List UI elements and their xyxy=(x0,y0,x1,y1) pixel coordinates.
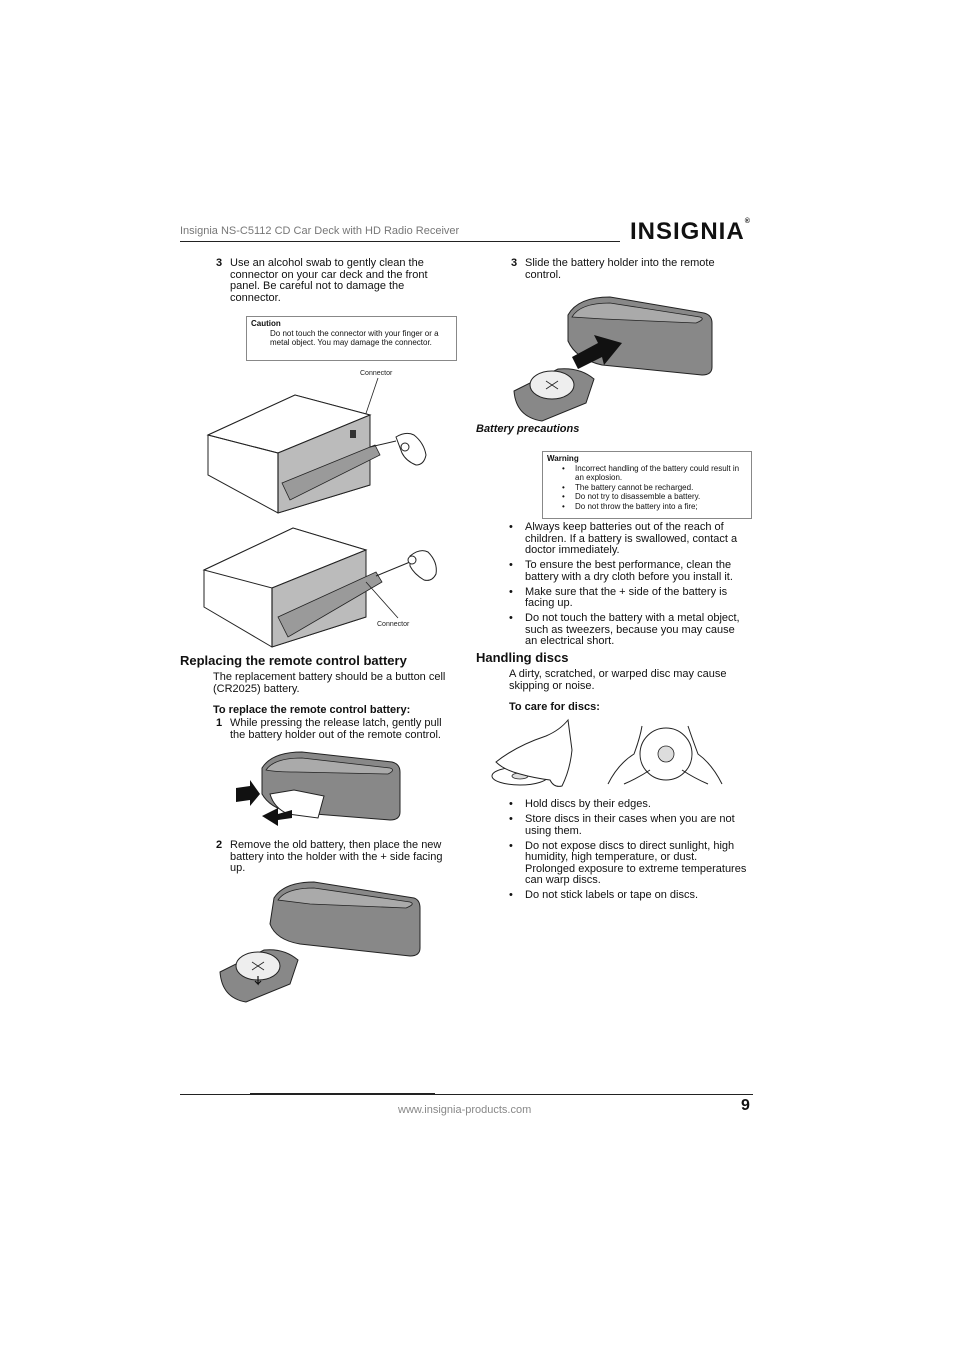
handling-discs-title: Handling discs xyxy=(476,650,569,665)
list-item: • Hold discs by their edges. xyxy=(509,799,749,811)
page-number: 9 xyxy=(741,1097,750,1114)
caution-box xyxy=(246,316,457,361)
step-number: 1 xyxy=(216,717,223,729)
step-number: 2 xyxy=(216,839,223,851)
warning-item: • Incorrect handling of the battery could result in an explosion. xyxy=(547,464,747,483)
insignia-logo: INSIGNIA® xyxy=(630,218,751,245)
discs-intro: A dirty, scratched, or warped disc may cause skipping or noise. xyxy=(509,668,727,692)
section-title-replace-battery: Replacing the remote control battery xyxy=(180,653,407,668)
caution-text: Do not touch the connector with your finger or a metal object. You may damage the connector. xyxy=(270,328,439,347)
warning-title: Warning xyxy=(547,454,579,463)
right-step-3 xyxy=(511,257,750,281)
warning-list xyxy=(547,464,747,512)
warning-box xyxy=(542,451,752,519)
remote-illustration-battery-insert xyxy=(214,880,424,1010)
list-item: • Do not touch the battery with a metal object, such as tweezers, because you may cause an electrical short. xyxy=(509,613,749,648)
battery-bullets xyxy=(509,522,749,651)
step-text: Remove the old battery, then place the new battery into the holder with the + side facing up. xyxy=(230,839,443,874)
list-item: • To ensure the best performance, clean the battery with a dry cloth before you install it. xyxy=(509,560,749,583)
warning-item: • Do not try to disassemble a battery. xyxy=(547,492,747,502)
step-text: Use an alcohol swab to gently clean the connector on your car deck and the front panel. Be careful not to damage the connector. xyxy=(230,257,428,304)
list-item: • Do not stick labels or tape on discs. xyxy=(509,890,749,902)
step-text: While pressing the release latch, gently pull the battery holder out of the remote control. xyxy=(230,717,442,741)
procedure-title: To replace the remote control battery: xyxy=(213,704,411,716)
car-deck-illustration-top xyxy=(200,375,450,515)
footer-url[interactable]: www.insignia-products.com xyxy=(398,1104,532,1116)
remote-illustration-slide-in xyxy=(508,293,718,423)
battery-intro: The replacement battery should be a button cell (CR2025) battery. xyxy=(213,671,446,695)
step-number: 3 xyxy=(511,257,518,269)
caution-title: Caution xyxy=(251,319,281,328)
car-deck-illustration-bottom xyxy=(198,522,448,652)
left-step-1 xyxy=(216,717,455,741)
list-item: • Make sure that the + side of the battery is facing up. xyxy=(509,587,749,610)
footer-rule-accent xyxy=(250,1093,435,1095)
list-item: • Do not expose discs to direct sunlight, high humidity, high temperature, or dust. Prolonged exposure to extreme temperatures can warp discs. xyxy=(509,841,749,887)
connector-label-bottom: Connector xyxy=(377,621,410,628)
left-step-3 xyxy=(216,257,450,304)
battery-precautions-title: Battery precautions xyxy=(476,423,580,435)
hand-holding-disc-edge-illustration xyxy=(490,718,580,793)
hands-holding-disc-illustration xyxy=(600,718,730,793)
care-title: To care for discs: xyxy=(509,701,600,713)
step-text: Slide the battery holder into the remote control. xyxy=(525,257,715,281)
step-number: 3 xyxy=(216,257,223,269)
list-item: • Store discs in their cases when you are not using them. xyxy=(509,814,749,837)
header-title: Insignia NS-C5112 CD Car Deck with HD Radio Receiver xyxy=(180,225,460,237)
header-rule xyxy=(180,241,620,242)
list-item: • Always keep batteries out of the reach of children. If a battery is swallowed, contact a doctor immediately. xyxy=(509,522,749,557)
warning-item: • Do not throw the battery into a fire; xyxy=(547,502,747,512)
remote-illustration-pull xyxy=(232,748,407,833)
left-step-2 xyxy=(216,839,455,875)
disc-bullets xyxy=(509,799,749,905)
warning-item: • The battery cannot be recharged. xyxy=(547,483,747,493)
connector-label-top: Connector xyxy=(360,370,393,377)
